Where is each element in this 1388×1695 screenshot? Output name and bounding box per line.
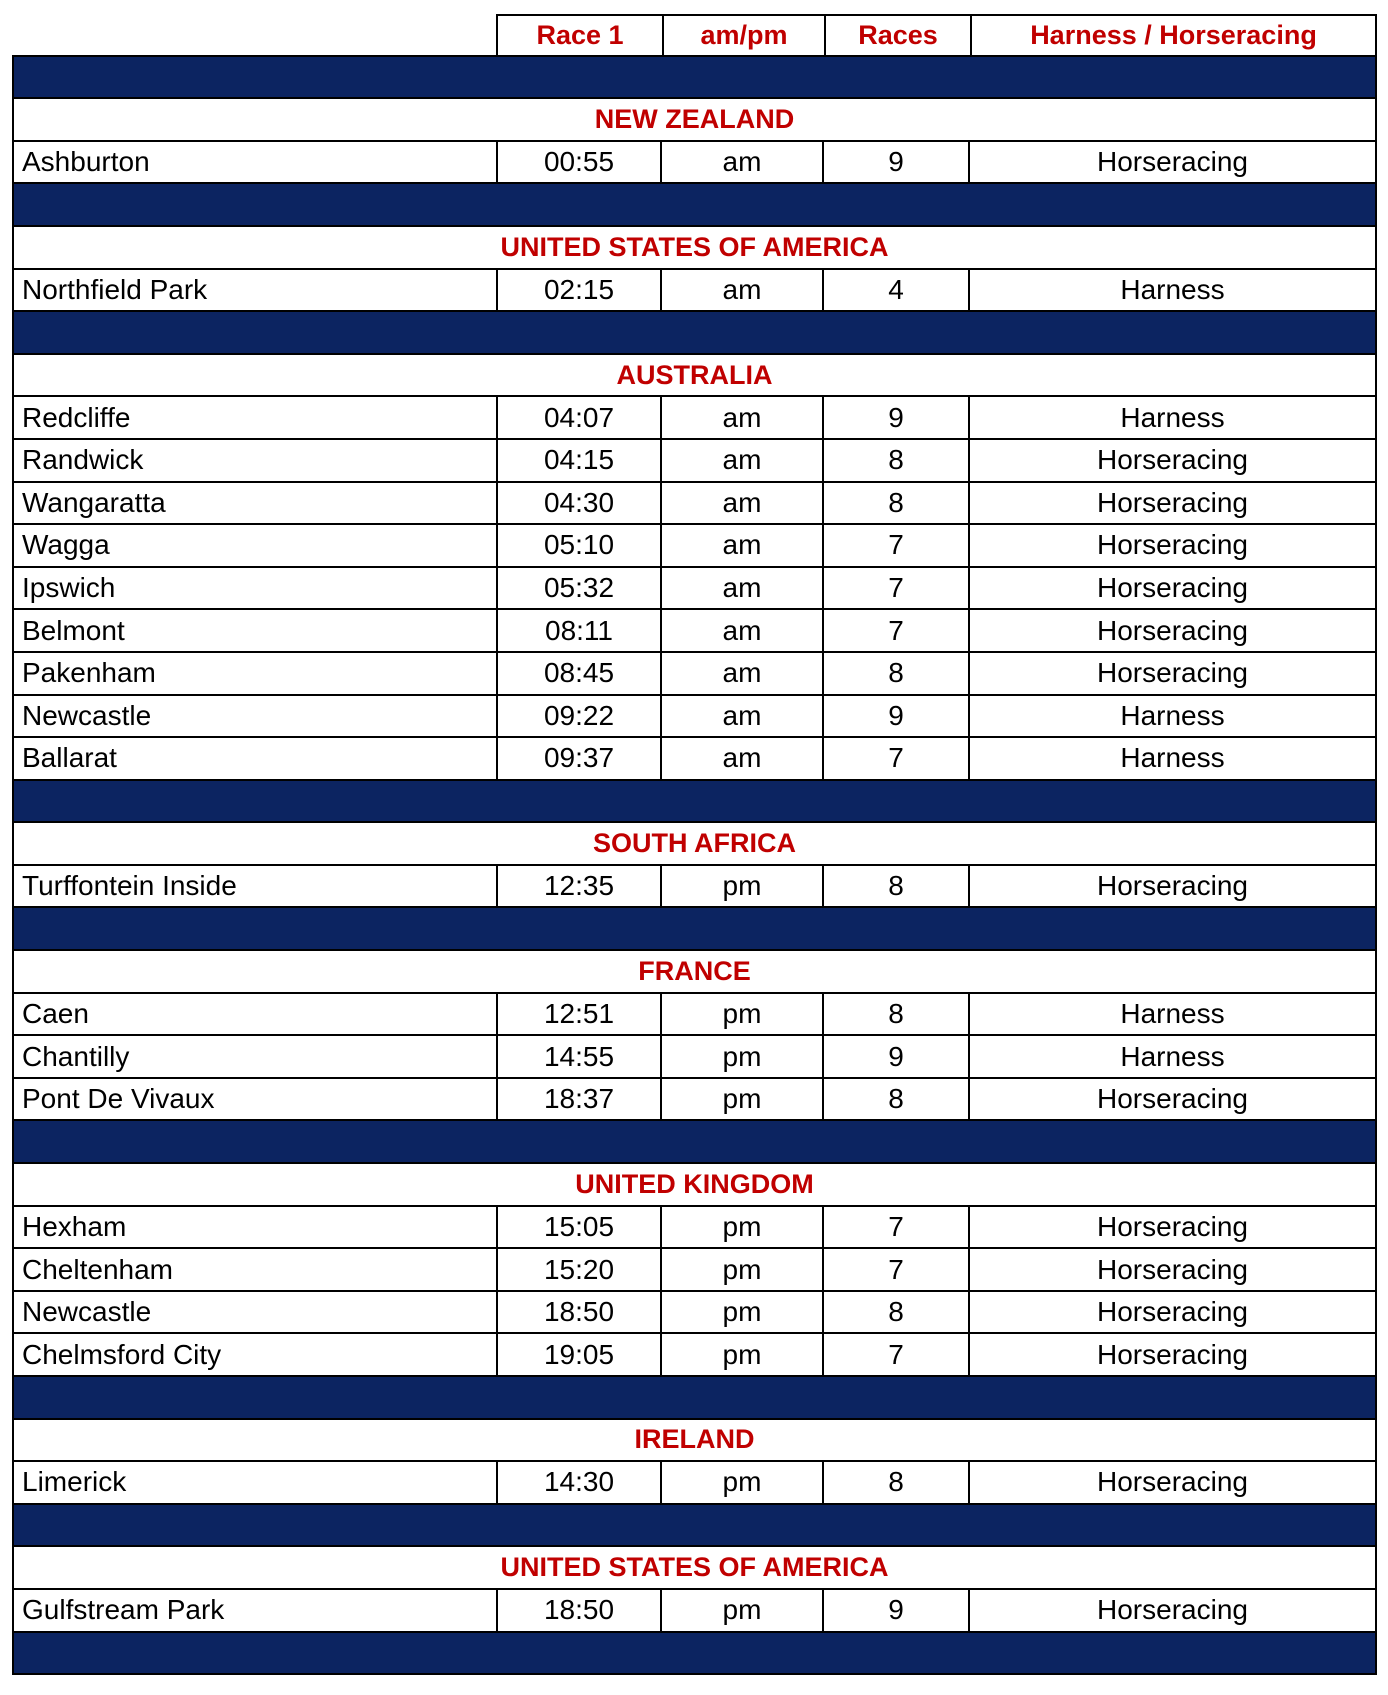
- section-divider-bar: [12, 312, 1377, 355]
- races-count: 7: [822, 525, 968, 566]
- races-count: 8: [822, 1292, 968, 1333]
- race-type: Harness: [968, 270, 1375, 311]
- races-count: 4: [822, 270, 968, 311]
- ampm-value: am: [660, 696, 822, 737]
- race-schedule-sheet: [12, 14, 1377, 1675]
- venue-row: [12, 866, 1377, 909]
- venue-name: Turffontein Inside: [22, 870, 237, 902]
- venue-row: [12, 1249, 1377, 1292]
- race1-time: 12:35: [496, 866, 660, 907]
- ampm-value: pm: [660, 994, 822, 1035]
- country-heading: SOUTH AFRICA: [12, 823, 1377, 866]
- races-count: 7: [822, 568, 968, 609]
- races-count: 8: [822, 483, 968, 524]
- venue-row: [12, 525, 1377, 568]
- header-races: Races: [824, 14, 970, 55]
- race1-time: 15:05: [496, 1207, 660, 1248]
- ampm-value: am: [660, 397, 822, 438]
- venue-row: [12, 738, 1377, 781]
- venue-row: [12, 397, 1377, 440]
- races-count: 9: [822, 397, 968, 438]
- races-count: 9: [822, 1590, 968, 1631]
- race-type: Harness: [968, 994, 1375, 1035]
- ampm-value: am: [660, 483, 822, 524]
- ampm-value: pm: [660, 1334, 822, 1375]
- ampm-value: am: [660, 525, 822, 566]
- race-type: Horseracing: [968, 568, 1375, 609]
- venue-name: Wangaratta: [22, 486, 166, 518]
- races-count: 7: [822, 1249, 968, 1290]
- race1-time: 08:45: [496, 653, 660, 694]
- ampm-value: am: [660, 440, 822, 481]
- race1-time: 04:15: [496, 440, 660, 481]
- country-heading: AUSTRALIA: [12, 355, 1377, 398]
- section-divider-bar: [12, 57, 1377, 100]
- races-count: 8: [822, 653, 968, 694]
- venue-name: Limerick: [22, 1466, 127, 1498]
- venue-row: [12, 483, 1377, 526]
- country-heading: IRELAND: [12, 1420, 1377, 1463]
- race1-time: 00:55: [496, 142, 660, 183]
- races-count: 8: [822, 866, 968, 907]
- race-type: Harness: [968, 696, 1375, 737]
- venue-row: [12, 1207, 1377, 1250]
- venue-row: [12, 994, 1377, 1037]
- races-count: 7: [822, 1207, 968, 1248]
- venue-name: Caen: [22, 997, 89, 1029]
- header-race1: Race 1: [496, 14, 662, 55]
- venue-name: Ashburton: [22, 146, 150, 178]
- race-type: Harness: [968, 397, 1375, 438]
- races-count: 9: [822, 1036, 968, 1077]
- country-heading: UNITED KINGDOM: [12, 1164, 1377, 1207]
- races-count: 8: [822, 1079, 968, 1120]
- venue-name: Cheltenham: [22, 1253, 173, 1285]
- race-type: Horseracing: [968, 440, 1375, 481]
- race-type: Horseracing: [968, 1207, 1375, 1248]
- races-count: 7: [822, 738, 968, 779]
- section-divider-bar: [12, 1121, 1377, 1164]
- section-divider-bar: [12, 1633, 1377, 1676]
- header-type: Harness / Horseracing: [970, 14, 1377, 55]
- ampm-value: am: [660, 653, 822, 694]
- venue-name: Hexham: [22, 1210, 127, 1242]
- race1-time: 14:55: [496, 1036, 660, 1077]
- ampm-value: pm: [660, 1590, 822, 1631]
- venue-row: [12, 1462, 1377, 1505]
- venue-row: [12, 610, 1377, 653]
- venue-name: Ipswich: [22, 572, 116, 604]
- race-type: Horseracing: [968, 142, 1375, 183]
- venue-row: [12, 568, 1377, 611]
- header-ampm: am/pm: [662, 14, 824, 55]
- ampm-value: am: [660, 142, 822, 183]
- races-count: 8: [822, 1462, 968, 1503]
- venue-row: [12, 1079, 1377, 1122]
- race1-time: 12:51: [496, 994, 660, 1035]
- races-count: 8: [822, 440, 968, 481]
- race1-time: 15:20: [496, 1249, 660, 1290]
- race1-time: 05:10: [496, 525, 660, 566]
- venue-row: [12, 270, 1377, 313]
- venue-name: Wagga: [22, 529, 110, 561]
- country-heading: FRANCE: [12, 951, 1377, 994]
- header-blank-cell: [12, 14, 496, 55]
- races-count: 7: [822, 610, 968, 651]
- race-type: Horseracing: [968, 1590, 1375, 1631]
- race-type: Horseracing: [968, 866, 1375, 907]
- venue-row: [12, 696, 1377, 739]
- venue-name: Redcliffe: [22, 401, 131, 433]
- race-type: Horseracing: [968, 1079, 1375, 1120]
- section-divider-bar: [12, 1377, 1377, 1420]
- race1-time: 18:50: [496, 1292, 660, 1333]
- race-type: Horseracing: [968, 1334, 1375, 1375]
- ampm-value: pm: [660, 866, 822, 907]
- venue-row: [12, 653, 1377, 696]
- schedule-body: [12, 57, 1377, 1676]
- race1-time: 05:32: [496, 568, 660, 609]
- races-count: 7: [822, 1334, 968, 1375]
- ampm-value: am: [660, 270, 822, 311]
- venue-name: Chantilly: [22, 1040, 130, 1072]
- ampm-value: pm: [660, 1036, 822, 1077]
- race-type: Horseracing: [968, 610, 1375, 651]
- race-type: Harness: [968, 738, 1375, 779]
- race1-time: 04:07: [496, 397, 660, 438]
- ampm-value: am: [660, 568, 822, 609]
- venue-row: [12, 440, 1377, 483]
- ampm-value: pm: [660, 1292, 822, 1333]
- venue-row: [12, 1590, 1377, 1633]
- venue-row: [12, 142, 1377, 185]
- race-type: Horseracing: [968, 1249, 1375, 1290]
- race1-time: 02:15: [496, 270, 660, 311]
- country-heading: NEW ZEALAND: [12, 99, 1377, 142]
- country-heading: UNITED STATES OF AMERICA: [12, 1547, 1377, 1590]
- ampm-value: pm: [660, 1207, 822, 1248]
- venue-row: [12, 1334, 1377, 1377]
- venue-row: [12, 1036, 1377, 1079]
- race1-time: 19:05: [496, 1334, 660, 1375]
- venue-name: Northfield Park: [22, 273, 208, 305]
- country-heading: UNITED STATES OF AMERICA: [12, 227, 1377, 270]
- race1-time: 14:30: [496, 1462, 660, 1503]
- venue-name: Gulfstream Park: [22, 1594, 225, 1626]
- race-type: Horseracing: [968, 653, 1375, 694]
- race1-time: 09:22: [496, 696, 660, 737]
- race1-time: 09:37: [496, 738, 660, 779]
- venue-name: Newcastle: [22, 1296, 152, 1328]
- ampm-value: pm: [660, 1079, 822, 1120]
- ampm-value: am: [660, 610, 822, 651]
- races-count: 9: [822, 696, 968, 737]
- race-type: Horseracing: [968, 525, 1375, 566]
- venue-name: Pakenham: [22, 657, 156, 689]
- races-count: 8: [822, 994, 968, 1035]
- header-row: [12, 14, 1377, 57]
- race-type: Horseracing: [968, 483, 1375, 524]
- race-type: Horseracing: [968, 1462, 1375, 1503]
- ampm-value: pm: [660, 1462, 822, 1503]
- venue-name: Belmont: [22, 614, 125, 646]
- race1-time: 08:11: [496, 610, 660, 651]
- venue-name: Pont De Vivaux: [22, 1083, 215, 1115]
- venue-name: Randwick: [22, 444, 144, 476]
- section-divider-bar: [12, 1505, 1377, 1548]
- venue-name: Chelmsford City: [22, 1338, 222, 1370]
- race-type: Horseracing: [968, 1292, 1375, 1333]
- races-count: 9: [822, 142, 968, 183]
- section-divider-bar: [12, 781, 1377, 824]
- race1-time: 18:37: [496, 1079, 660, 1120]
- race-type: Harness: [968, 1036, 1375, 1077]
- section-divider-bar: [12, 184, 1377, 227]
- venue-name: Newcastle: [22, 699, 152, 731]
- race1-time: 04:30: [496, 483, 660, 524]
- ampm-value: am: [660, 738, 822, 779]
- venue-row: [12, 1292, 1377, 1335]
- race1-time: 18:50: [496, 1590, 660, 1631]
- venue-name: Ballarat: [22, 742, 117, 774]
- section-divider-bar: [12, 908, 1377, 951]
- ampm-value: pm: [660, 1249, 822, 1290]
